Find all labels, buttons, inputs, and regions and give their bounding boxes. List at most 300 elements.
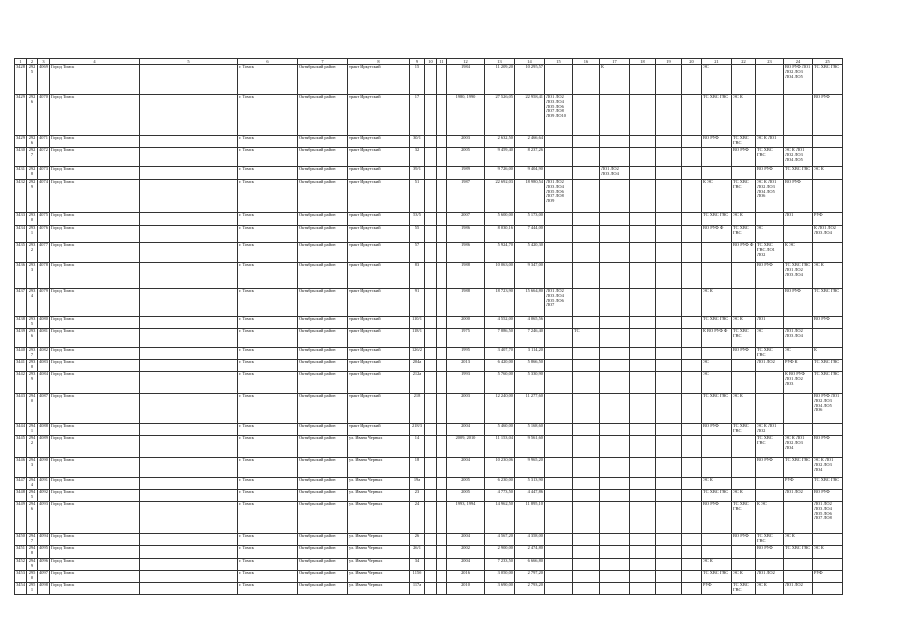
cell-c11 xyxy=(437,136,447,148)
cell-c10 xyxy=(425,148,437,167)
cell-c13: 2 900,00 xyxy=(485,546,515,559)
cell-c10 xyxy=(425,329,437,348)
cell-c12: 2005 xyxy=(447,490,485,502)
cell-c19 xyxy=(656,424,682,436)
cell-c24 xyxy=(784,502,813,534)
cell-c4: Город Томск xyxy=(50,360,140,372)
cell-c8: тракт Иркутский xyxy=(348,213,410,226)
cell-c6: г. Томск xyxy=(238,502,298,534)
cell-c23: ЭС К ЛО1 ЛО2 ЛО3 ЛО4 ЛО5 ЛО6 xyxy=(756,180,784,213)
table-row xyxy=(15,436,843,458)
cell-n3: 4077 xyxy=(38,243,50,263)
table-row xyxy=(15,243,843,263)
cell-c11 xyxy=(437,95,447,136)
cell-c10 xyxy=(425,360,437,372)
cell-c11 xyxy=(437,213,447,226)
cell-c24: ВО РУФ xyxy=(784,289,813,317)
cell-c5 xyxy=(140,394,238,424)
cell-c20 xyxy=(682,534,702,546)
cell-c21: ЭС К xyxy=(702,559,732,571)
cell-c10 xyxy=(425,583,437,595)
cell-c17 xyxy=(600,394,630,424)
cell-c13: 8 030,16 xyxy=(485,226,515,243)
cell-c18 xyxy=(630,534,656,546)
cell-c19 xyxy=(656,436,682,458)
column-header-14: 14 xyxy=(515,59,545,65)
cell-c12: 1989 xyxy=(447,167,485,180)
cell-c10 xyxy=(425,317,437,329)
cell-c13: 3 690,00 xyxy=(485,583,515,595)
cell-c14: 2 474,80 xyxy=(515,546,545,559)
cell-c14: 3 114,20 xyxy=(515,348,545,360)
column-header-8: 8 xyxy=(348,59,410,65)
cell-c13: 11 153,04 xyxy=(485,436,515,458)
cell-c22: ТС ХВС ГВС xyxy=(732,502,756,534)
cell-c22: ТС ХВС ГВС xyxy=(732,583,756,595)
cell-c25: РУФ xyxy=(813,571,843,583)
cell-c8: тракт Иркутский xyxy=(348,136,410,148)
cell-c10 xyxy=(425,226,437,243)
cell-c25: К xyxy=(813,348,843,360)
cell-c17 xyxy=(600,559,630,571)
cell-c4: Город Томск xyxy=(50,226,140,243)
cell-c23: ВО РУФ xyxy=(756,546,784,559)
cell-c14: 2 466,64 xyxy=(515,136,545,148)
cell-c22: ТС ХВС ГВС xyxy=(732,329,756,348)
cell-n1: 3443 xyxy=(15,394,27,424)
cell-c23: ВО РУФ xyxy=(756,458,784,478)
cell-c16 xyxy=(573,559,600,571)
cell-c5 xyxy=(140,289,238,317)
cell-c7: Октябрьский район xyxy=(298,329,348,348)
cell-c25: ЭС К xyxy=(813,546,843,559)
cell-c17 xyxy=(600,289,630,317)
cell-c5 xyxy=(140,136,238,148)
cell-c11 xyxy=(437,424,447,436)
cell-c24: ЛО1 ЛО2 ЛО3 ЛО4 xyxy=(784,329,813,348)
cell-c15 xyxy=(545,436,573,458)
cell-c4: Город Томск xyxy=(50,478,140,490)
cell-c20 xyxy=(682,167,702,180)
cell-c15 xyxy=(545,424,573,436)
cell-c25: ТС ХВС ГВС xyxy=(813,478,843,490)
cell-c7: Октябрьский район xyxy=(298,490,348,502)
cell-c8: тракт Иркутский xyxy=(348,289,410,317)
cell-c17 xyxy=(600,95,630,136)
cell-c14: 11 277,60 xyxy=(515,394,545,424)
cell-c20 xyxy=(682,583,702,595)
cell-c7: Октябрьский район xyxy=(298,65,348,95)
cell-c8: ул. Ивана Черных xyxy=(348,490,410,502)
cell-c20 xyxy=(682,490,702,502)
cell-c19 xyxy=(656,243,682,263)
cell-c24: К ЭС xyxy=(784,243,813,263)
cell-c9: 19а xyxy=(410,478,425,490)
cell-c14: 8 237,26 xyxy=(515,148,545,167)
cell-c5 xyxy=(140,458,238,478)
cell-c21: ЭС xyxy=(702,360,732,372)
cell-c22: ТС ХВС ГВС xyxy=(732,136,756,148)
cell-c9: 30/1 xyxy=(410,136,425,148)
cell-c25: ВО РУФ xyxy=(813,95,843,136)
cell-c6: г. Томск xyxy=(238,571,298,583)
cell-c5 xyxy=(140,571,238,583)
cell-c23: ВО РУФ xyxy=(756,167,784,180)
cell-c6: г. Томск xyxy=(238,226,298,243)
cell-c12: 2005 xyxy=(447,478,485,490)
cell-n1: 3431 xyxy=(15,167,27,180)
cell-n2: 2931 xyxy=(27,226,38,243)
cell-c11 xyxy=(437,436,447,458)
column-header-2: 2 xyxy=(27,59,38,65)
cell-c22: ВО РУФ xyxy=(732,534,756,546)
cell-c12: 2000 xyxy=(447,317,485,329)
cell-c25 xyxy=(813,180,843,213)
cell-c9: 32 xyxy=(410,148,425,167)
cell-c21 xyxy=(702,458,732,478)
cell-c4: Город Томск xyxy=(50,424,140,436)
cell-c11 xyxy=(437,167,447,180)
cell-n2: 2949 xyxy=(27,559,38,571)
cell-c25 xyxy=(813,583,843,595)
table-row xyxy=(15,583,843,595)
cell-c8: тракт Иркутский xyxy=(348,394,410,424)
cell-c24: ЛО1 ЛО2 xyxy=(784,490,813,502)
cell-c18 xyxy=(630,65,656,95)
cell-n2: 2939 xyxy=(27,372,38,394)
cell-c7: Октябрьский район xyxy=(298,213,348,226)
cell-c7: Октябрьский район xyxy=(298,136,348,148)
cell-n3: 4091 xyxy=(38,478,50,490)
table-row xyxy=(15,213,843,226)
table-row xyxy=(15,478,843,490)
cell-c23: ЭС К ЛО1 ЛО2 xyxy=(756,424,784,436)
cell-c6: г. Томск xyxy=(238,534,298,546)
cell-c22: ЭС К xyxy=(732,490,756,502)
cell-c23 xyxy=(756,372,784,394)
cell-c24: ТС ХВС ГВС xyxy=(784,167,813,180)
cell-c9: 14 xyxy=(410,436,425,458)
cell-c4: Город Томск xyxy=(50,502,140,534)
cell-c13: 6 230,00 xyxy=(485,478,515,490)
cell-c15 xyxy=(545,372,573,394)
cell-c25: ЛО1 ЛО2 ЛО3 ЛО4 ЛО5 ЛО6 ЛО7 ЛО8 xyxy=(813,502,843,534)
cell-c4: Город Томск xyxy=(50,559,140,571)
cell-c19 xyxy=(656,559,682,571)
cell-c5 xyxy=(140,348,238,360)
cell-c5 xyxy=(140,167,238,180)
cell-n3: 4097 xyxy=(38,571,50,583)
table-row xyxy=(15,360,843,372)
cell-c13: 5 460,00 xyxy=(485,424,515,436)
cell-c24: ЭС xyxy=(784,348,813,360)
cell-c4: Город Томск xyxy=(50,329,140,348)
cell-c17 xyxy=(600,372,630,394)
cell-c7: Октябрьский район xyxy=(298,534,348,546)
cell-c8: ул. Ивана Черных xyxy=(348,436,410,458)
cell-c11 xyxy=(437,360,447,372)
cell-c10 xyxy=(425,213,437,226)
cell-c22 xyxy=(732,372,756,394)
cell-c14: 5 313,90 xyxy=(515,478,545,490)
cell-c22: ВО РУФ xyxy=(732,148,756,167)
cell-c5 xyxy=(140,243,238,263)
cell-c17 xyxy=(600,546,630,559)
cell-c15 xyxy=(545,490,573,502)
cell-c14: 4 358,00 xyxy=(515,534,545,546)
cell-c8: ул. Ивана Черных xyxy=(348,502,410,534)
cell-c16 xyxy=(573,148,600,167)
column-header-20: 20 xyxy=(682,59,702,65)
cell-c18 xyxy=(630,372,656,394)
column-header-4: 4 xyxy=(50,59,140,65)
cell-c4: Город Томск xyxy=(50,317,140,329)
cell-n1: 3437 xyxy=(15,289,27,317)
cell-c24 xyxy=(784,559,813,571)
cell-c9: 39/1 xyxy=(410,167,425,180)
cell-n2: 2946 xyxy=(27,502,38,534)
cell-c20 xyxy=(682,458,702,478)
cell-c19 xyxy=(656,213,682,226)
cell-c22 xyxy=(732,559,756,571)
cell-c19 xyxy=(656,95,682,136)
cell-c16 xyxy=(573,478,600,490)
cell-c6: г. Томск xyxy=(238,65,298,95)
cell-n1: 3454 xyxy=(15,583,27,595)
cell-c13: 7 233,50 xyxy=(485,559,515,571)
cell-c9: 26 xyxy=(410,534,425,546)
cell-c8: ул. Ивана Черных xyxy=(348,478,410,490)
column-header-5: 5 xyxy=(140,59,238,65)
cell-c25 xyxy=(813,136,843,148)
cell-c23: ТС ХВС ГВС xyxy=(756,148,784,167)
cell-c21: ТС ХВС ГВС xyxy=(702,394,732,424)
cell-c11 xyxy=(437,490,447,502)
cell-c9: 218/3 xyxy=(410,424,425,436)
cell-c21: РУФ xyxy=(702,583,732,595)
cell-c9: 83 xyxy=(410,263,425,289)
table-row xyxy=(15,95,843,136)
cell-c5 xyxy=(140,546,238,559)
cell-c11 xyxy=(437,372,447,394)
cell-c25: ВО РУФ xyxy=(813,317,843,329)
cell-c18 xyxy=(630,243,656,263)
cell-n1: 3446 xyxy=(15,458,27,478)
cell-c13: 4 773,50 xyxy=(485,490,515,502)
table-row xyxy=(15,424,843,436)
cell-c25: ТС ХВС ГВС xyxy=(813,289,843,317)
cell-n2: 2930 xyxy=(27,213,38,226)
cell-c4: Город Томск xyxy=(50,458,140,478)
cell-c20 xyxy=(682,136,702,148)
cell-n3: 4069 xyxy=(38,65,50,95)
cell-c10 xyxy=(425,534,437,546)
cell-c8: тракт Иркутский xyxy=(348,226,410,243)
cell-c9: 110/1 xyxy=(410,317,425,329)
cell-c10 xyxy=(425,424,437,436)
cell-c5 xyxy=(140,559,238,571)
cell-c16 xyxy=(573,436,600,458)
cell-c4: Город Томск xyxy=(50,289,140,317)
cell-c10 xyxy=(425,490,437,502)
cell-c13: 4 567,20 xyxy=(485,534,515,546)
cell-c19 xyxy=(656,394,682,424)
table-row xyxy=(15,263,843,289)
column-header-21: 21 xyxy=(702,59,732,65)
cell-c25: ЭС К xyxy=(813,167,843,180)
cell-n1: 3450 xyxy=(15,534,27,546)
cell-c24 xyxy=(784,424,813,436)
cell-c17 xyxy=(600,534,630,546)
cell-c12: 1987 xyxy=(447,180,485,213)
cell-c20 xyxy=(682,478,702,490)
table-row xyxy=(15,534,843,546)
cell-n3: 4087 xyxy=(38,394,50,424)
cell-c24 xyxy=(784,226,813,243)
cell-c7: Октябрьский район xyxy=(298,263,348,289)
cell-c9: 212а xyxy=(410,372,425,394)
cell-c13: 3 050,00 xyxy=(485,571,515,583)
cell-c8: тракт Иркутский xyxy=(348,95,410,136)
cell-c8: ул. Ивана Черных xyxy=(348,546,410,559)
cell-c21 xyxy=(702,263,732,289)
cell-c12: 1993, 1994 xyxy=(447,502,485,534)
cell-c18 xyxy=(630,136,656,148)
cell-c21: ТС ХВС ГВС xyxy=(702,317,732,329)
cell-c18 xyxy=(630,490,656,502)
cell-c25 xyxy=(813,329,843,348)
cell-c22 xyxy=(732,263,756,289)
cell-c4: Город Томск xyxy=(50,394,140,424)
cell-c13: 9 459,40 xyxy=(485,148,515,167)
cell-c10 xyxy=(425,289,437,317)
cell-c15 xyxy=(545,394,573,424)
cell-c25: ТС ХВС ГВС xyxy=(813,360,843,372)
cell-c6: г. Томск xyxy=(238,436,298,458)
cell-n2: 2937 xyxy=(27,348,38,360)
cell-n2: 2929 xyxy=(27,180,38,213)
cell-c9: 126/2 xyxy=(410,348,425,360)
cell-c7: Октябрьский район xyxy=(298,167,348,180)
cell-c24: ЭС К ЛО1 ЛО2 ЛО3 ЛО4 xyxy=(784,436,813,458)
cell-c12: 1986 xyxy=(447,226,485,243)
cell-c21: ЭС xyxy=(702,372,732,394)
cell-c9: 218 xyxy=(410,394,425,424)
table-row xyxy=(15,372,843,394)
cell-n2: 2926 xyxy=(27,136,38,148)
cell-c5 xyxy=(140,490,238,502)
cell-c14: 6 666,80 xyxy=(515,559,545,571)
cell-c6: г. Томск xyxy=(238,424,298,436)
cell-c15 xyxy=(545,348,573,360)
cell-c21 xyxy=(702,546,732,559)
cell-c4: Город Томск xyxy=(50,546,140,559)
cell-c22: ЭС К xyxy=(732,571,756,583)
cell-c4: Город Томск xyxy=(50,136,140,148)
cell-n3: 4089 xyxy=(38,436,50,458)
table-row xyxy=(15,546,843,559)
cell-n2: 2935 xyxy=(27,317,38,329)
cell-c5 xyxy=(140,317,238,329)
cell-c24: ТС ХВС ГВС xyxy=(784,546,813,559)
cell-n1: 3428 xyxy=(15,65,27,95)
cell-c10 xyxy=(425,546,437,559)
cell-c23 xyxy=(756,289,784,317)
cell-c22: ЭС К xyxy=(732,317,756,329)
cell-c5 xyxy=(140,329,238,348)
cell-c7: Октябрьский район xyxy=(298,148,348,167)
cell-c21: ВО РУФ Ф xyxy=(702,226,732,243)
cell-c20 xyxy=(682,263,702,289)
cell-c7: Октябрьский район xyxy=(298,243,348,263)
cell-c15 xyxy=(545,458,573,478)
cell-c14: 5 168,60 xyxy=(515,424,545,436)
cell-c16 xyxy=(573,289,600,317)
cell-c25 xyxy=(813,424,843,436)
cell-c8: ул. Ивана Черных xyxy=(348,534,410,546)
cell-c18 xyxy=(630,394,656,424)
cell-c17 xyxy=(600,226,630,243)
cell-c23: ЭС xyxy=(756,226,784,243)
cell-c18 xyxy=(630,559,656,571)
cell-c6: г. Томск xyxy=(238,348,298,360)
cell-n1: 3433 xyxy=(15,213,27,226)
cell-n3: 4071 xyxy=(38,136,50,148)
column-header-23: 23 xyxy=(756,59,784,65)
cell-n3: 4094 xyxy=(38,534,50,546)
cell-c12: 1975 xyxy=(447,329,485,348)
cell-c8: тракт Иркутский xyxy=(348,372,410,394)
cell-c13: 11 209,20 xyxy=(485,65,515,95)
cell-c7: Октябрьский район xyxy=(298,424,348,436)
cell-c20 xyxy=(682,546,702,559)
column-header-18: 18 xyxy=(630,59,656,65)
cell-c13: 5 600,00 xyxy=(485,213,515,226)
cell-c4: Город Томск xyxy=(50,436,140,458)
cell-n2: 2928 xyxy=(27,167,38,180)
cell-c20 xyxy=(682,148,702,167)
cell-c11 xyxy=(437,289,447,317)
cell-c23: ВО РУФ xyxy=(756,263,784,289)
cell-c14: 5 173,00 xyxy=(515,213,545,226)
cell-c6: г. Томск xyxy=(238,317,298,329)
cell-c21: ТС ХВС ГВС xyxy=(702,571,732,583)
column-header-25: 25 xyxy=(813,59,843,65)
cell-c18 xyxy=(630,583,656,595)
cell-c15 xyxy=(545,478,573,490)
cell-c11 xyxy=(437,394,447,424)
cell-c14: 9 561,60 xyxy=(515,436,545,458)
cell-n1: 3452 xyxy=(15,559,27,571)
cell-c25 xyxy=(813,148,843,167)
cell-c10 xyxy=(425,571,437,583)
cell-c13: 22 692,03 xyxy=(485,180,515,213)
cell-c12: 2013 xyxy=(447,360,485,372)
cell-c23: ЛО1 ЛО2 xyxy=(756,360,784,372)
cell-c20 xyxy=(682,65,702,95)
table-row xyxy=(15,180,843,213)
cell-c22 xyxy=(732,289,756,317)
cell-c7: Октябрьский район xyxy=(298,317,348,329)
cell-n1: 3439 xyxy=(15,329,27,348)
cell-n3: 4088 xyxy=(38,424,50,436)
cell-c17 xyxy=(600,360,630,372)
cell-c16 xyxy=(573,424,600,436)
cell-c16 xyxy=(573,490,600,502)
cell-c15 xyxy=(545,65,573,95)
cell-c16 xyxy=(573,502,600,534)
cell-c19 xyxy=(656,502,682,534)
